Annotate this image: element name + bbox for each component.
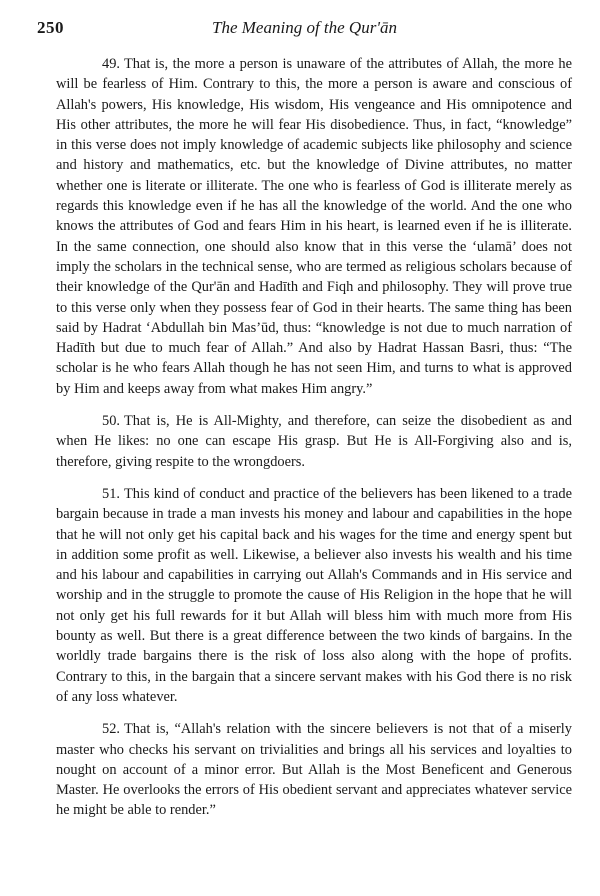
page-header	[37, 18, 572, 42]
note-number: 50.	[102, 413, 120, 430]
note-text: That is, the more a person is unaware of the attributes of Allah, the more he will be fearless of Him. Contrary to this, the more a person is aware and conscious of Allah's powers, His knowledge, His wisdom, His vengeance and His omnipotence and His other attributes, the more he will fear His disobedience. Thus, in fact, “knowledge” in this verse does not imply knowledge of academic subjects like philosophy and science and history and mathematics, etc. but the knowledge of Divine attributes, no matter whether one is literate or illiterate. The one who is fearless of God is illiterate merely as regards this knowledge even if he has all the knowledge of the world. And the one who knows the attributes of God and fears Him in his heart, is learned even if he is illiterate. In the same connection, one should also know that in this verse the ‘ulamā’ does not imply the scholars in the technical sense, who are termed as religious scholars because of their knowledge of the Qur'ān and Hadīth and Fiqh and philosophy. They will prove true to this verse only when they possess fear of God in their hearts. The same thing has been said by Hadrat ‘Abdullah bin Mas’ūd, thus: “knowledge is not due to much narration of Hadīth but due to much fear of Allah.” And also by Hadrat Hassan Basri, thus: “The scholar is he who fears Allah though he has not seen Him, and turns to what is approved by Him and keeps away from what makes Him angry.”	[56, 56, 572, 397]
page-number: 250	[37, 18, 64, 37]
note-52	[56, 719, 572, 820]
note-number: 52.	[102, 721, 120, 738]
note-number: 51.	[102, 485, 120, 502]
note-50	[56, 411, 572, 472]
footnotes-body	[56, 54, 572, 821]
note-49	[56, 54, 572, 399]
note-text: That is, He is All-Mighty, and therefore, can seize the disobedient as and when He likes: no one can escape His grasp. But He is All-Forgiving also and is, therefore, giving respite to the wrongdoers.	[56, 413, 572, 470]
running-title: The Meaning of the Qur'ān	[212, 18, 397, 37]
note-text: That is, “Allah's relation with the sincere believers is not that of a miserly master who checks his servant on trivialities and brings all his services and loyalties to nought on account of a minor error. But Allah is the Most Beneficent and Generous Master. He overlooks the errors of His obedient servant and appreciates whatever service he might be able to render.”	[56, 721, 572, 819]
note-text: This kind of conduct and practice of the believers has been likened to a trade bargain because in trade a man invests his money and labour and capabilities in the hope that he will not only get his capital back and his wages for the time and energy spent but in addition some profit as well. Likewise, a believer also invests his wealth and his time and his labour and capabilities in carrying out Allah's Commands and in His service and worship and in the struggle to promote the cause of His Religion in the hope that he will not only get his full rewards for it but Allah will bless him with much more from His bounty as well. But there is a great difference between the two kinds of bargains. In the worldly trade bargains there is the risk of loss also along with the hope of profits. Contrary to this, in the bargain that a sincere servant makes with his God there is no risk of any loss whatever.	[56, 485, 572, 705]
note-number: 49.	[102, 56, 120, 72]
note-51	[56, 484, 572, 707]
